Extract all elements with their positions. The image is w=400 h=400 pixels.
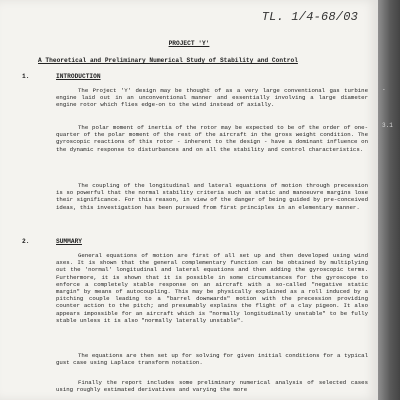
section-1-heading: INTRODUCTION — [56, 73, 101, 80]
section-2-heading: SUMMARY — [56, 238, 82, 245]
section-2-paragraph-2: The equations are then set up for solving for given initial conditions for a typical gust case using Laplace transform notation. — [56, 352, 368, 367]
section-1-number: 1. — [22, 73, 30, 80]
page-edge-shadow — [378, 0, 400, 400]
margin-mark-1: - — [382, 86, 386, 93]
project-title: PROJECT 'Y' — [168, 40, 210, 47]
section-1-paragraph-1: The Project 'Y' design may be thought of as a very large conventional gas turbine engine laid out in an unconventional manner and essentially involving a large diameter engine rotor which flies edge-on to the wind instead of axially. — [56, 87, 368, 109]
section-2-paragraph-1: General equations of motion are first of all set up and then developed using wind axes. It is shown that the general complementary function can be obtained by multiplying out the 'normal' longitudinal and lateral equations and then adding the gyroscopic terms. Furthermore, it is shown that it is possible in some circumstances for the gyroscope to enforce a completely stable response on an aircraft with a so-called "negative static margin" by means of autocoupling. This may be physically explained as a roll induced by a pitching couple leading to a "barrel downwards" motion with the precession providing counter action to the pitch; and presumably explains the flight of a clay pigeon. It also appears impossible for an aircraft which is "normally longitudinally unstable" to be fully stable unless it is also "normally laterally unstable". — [56, 252, 368, 324]
reference-number: TL. 1/4-68/03 — [261, 10, 358, 24]
section-2-paragraph-3: Finally the report includes some preliminary numerical analysis of selected cases using roughly estimated derivatives and varying the more — [56, 379, 368, 394]
section-2-number: 2. — [22, 238, 30, 245]
section-1-paragraph-3: The coupling of the longitudinal and lateral equations of motion through precession is so powerful that the normal stability criteria such as static and manoeuvre margins lose their significance. For this reason, in view of the danger of being guided by pre-conceived ideas, this investigation has been pursued from first principles in an elementary manner. — [56, 182, 368, 211]
document-title: A Theoretical and Preliminary Numerical Study of Stability and Control — [38, 57, 298, 64]
section-1-paragraph-2: The polar moment of inertia of the rotor may be expected to be of the order of one-quarter of the polar moment of the rest of the aircraft in the gross weight condition. The gyroscopic reactions of this rotor - inherent to the design - have a dominant influence on the dynamic response to disturbances and on all the stability and control characteristics. — [56, 124, 368, 153]
margin-mark-2: 3.1 — [382, 122, 393, 129]
